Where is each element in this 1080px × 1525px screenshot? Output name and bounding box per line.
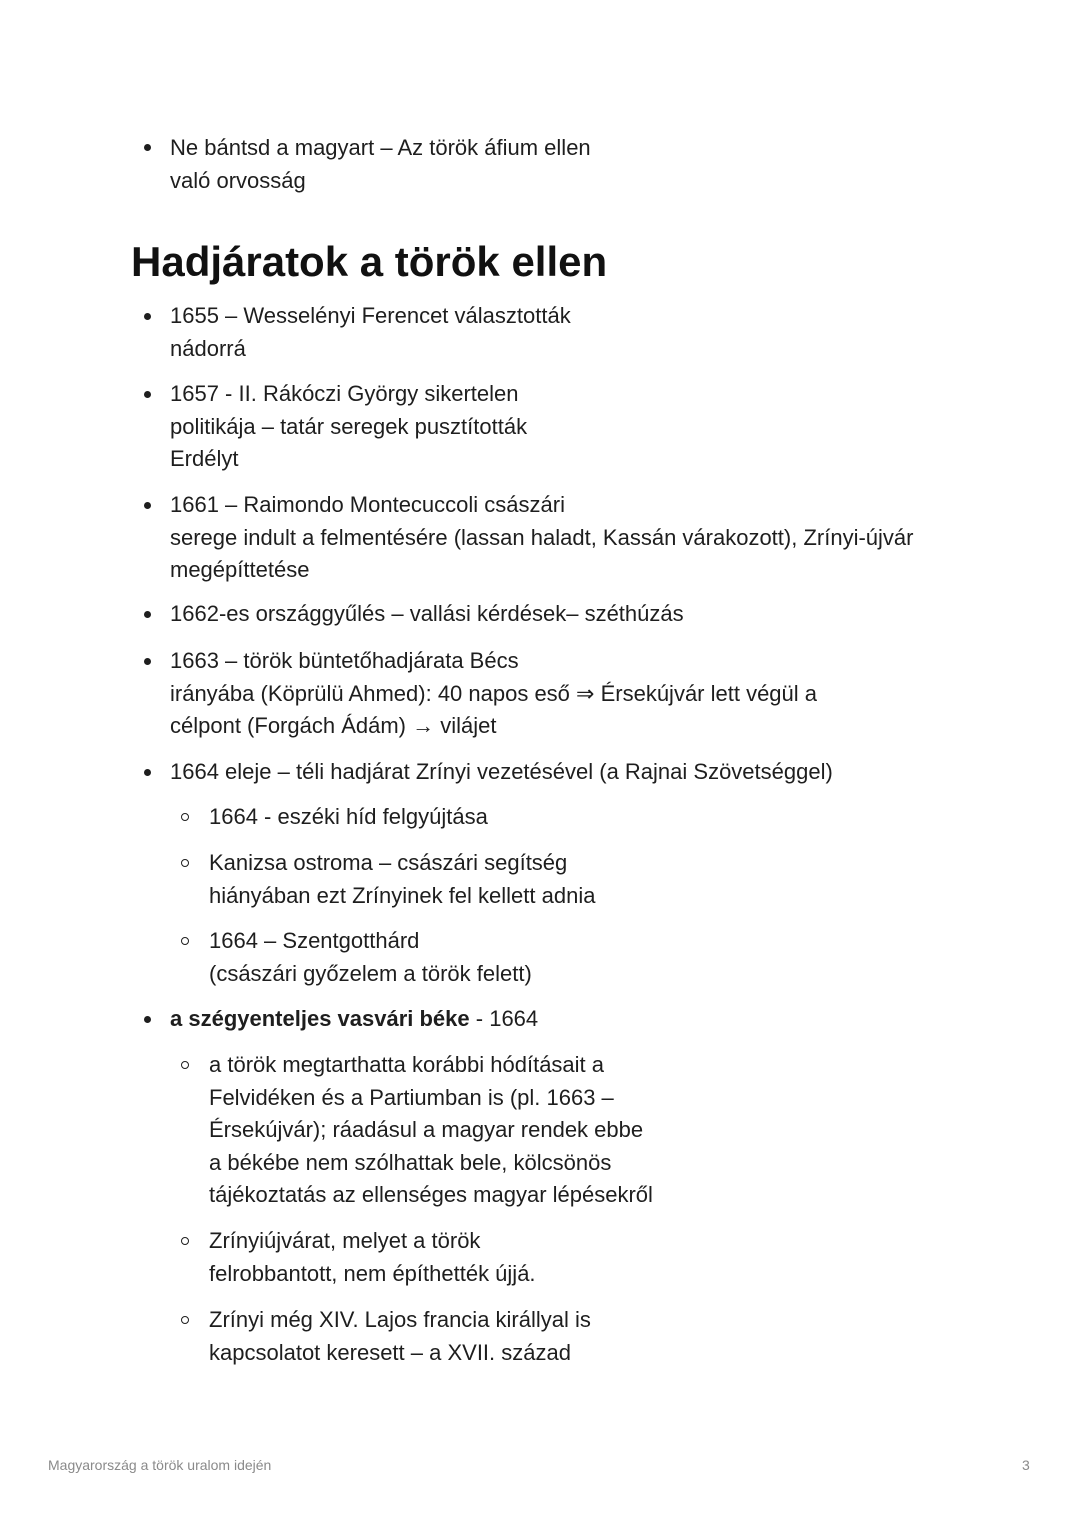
bullet-icon bbox=[144, 313, 151, 320]
list-item bbox=[170, 489, 913, 587]
list-item bbox=[170, 756, 833, 789]
list-item-line: való orvosság bbox=[170, 167, 306, 193]
sub-list-item-line: felrobbantott, nem építhették újjá. bbox=[209, 1260, 536, 1286]
list-item-line: 1657 - II. Rákóczi György sikertelen bbox=[170, 381, 519, 406]
circle-bullet-icon bbox=[181, 1316, 189, 1324]
list-item-line bbox=[170, 1003, 538, 1036]
bold-text: a szégyenteljes vasvári béke bbox=[170, 1006, 470, 1031]
sub-list-item bbox=[209, 801, 488, 834]
list-item-line: politikája – tatár seregek pusztították bbox=[170, 413, 528, 439]
sub-list-item-line: Felvidéken és a Partiumban is (pl. 1663 – bbox=[209, 1084, 614, 1110]
bullet-icon bbox=[144, 391, 151, 398]
circle-bullet-icon bbox=[181, 937, 189, 945]
sub-list-item-line: a török megtarthatta korábbi hódításait a bbox=[209, 1052, 605, 1077]
sub-list-item-line: 1664 - eszéki híd felgyújtása bbox=[209, 804, 488, 829]
sub-list-item-line: (császári győzelem a török felett) bbox=[209, 960, 532, 986]
list-item-line: 1661 – Raimondo Montecuccoli császári bbox=[170, 492, 565, 517]
circle-bullet-icon bbox=[181, 813, 189, 821]
circle-bullet-icon bbox=[181, 1061, 189, 1069]
sub-list-item-line: 1664 – Szentgotthárd bbox=[209, 928, 420, 953]
list-item-line: 1655 – Wesselényi Ferencet választották bbox=[170, 303, 571, 328]
sub-list-item-line: tájékoztatás az ellenséges magyar lépésekről bbox=[209, 1182, 653, 1207]
sub-list-item bbox=[209, 1304, 591, 1369]
section-heading: Hadjáratok a török ellen bbox=[131, 238, 608, 285]
list-item bbox=[170, 645, 817, 743]
list-item bbox=[170, 1003, 538, 1036]
footer-title: Magyarország a török uralom idején bbox=[48, 1457, 272, 1473]
page-number: 3 bbox=[1022, 1457, 1030, 1473]
list-item-line: 1662-es országgyűlés – vallási kérdések– széthúzás bbox=[170, 601, 684, 626]
list-item-line: irányába (Köprülü Ahmed): 40 napos eső ⇒ Érsekújvár lett végül a bbox=[170, 680, 818, 706]
sub-list-item-line: Kanizsa ostroma – császári segítség bbox=[209, 850, 568, 875]
list-item bbox=[170, 132, 591, 197]
list-item bbox=[170, 378, 527, 476]
sub-list-item-line: a békébe nem szólhattak bele, kölcsönös bbox=[209, 1149, 612, 1175]
sub-list-item-line: Érsekújvár); ráadásul a magyar rendek ebbe bbox=[209, 1117, 644, 1142]
list-item-line: Ne bántsd a magyart – Az török áfium ellen bbox=[170, 135, 591, 160]
list-item bbox=[170, 598, 684, 631]
list-item-line: 1663 – török büntetőhadjárata Bécs bbox=[170, 648, 519, 673]
bullet-icon bbox=[144, 144, 151, 151]
sub-list-item-line: kapcsolatot keresett – a XVII. század bbox=[209, 1339, 571, 1365]
list-item-line: megépíttetése bbox=[170, 557, 310, 582]
list-item bbox=[170, 300, 571, 365]
bullet-icon bbox=[144, 502, 151, 509]
sub-list-item bbox=[209, 1225, 536, 1290]
list-item-line: célpont (Forgách Ádám) → vilájet bbox=[170, 713, 497, 738]
list-item-line: nádorrá bbox=[170, 335, 246, 361]
list-item-line: serege indult a felmentésére (lassan haladt, Kassán várakozott), Zrínyi-újvár bbox=[170, 524, 914, 550]
circle-bullet-icon bbox=[181, 1237, 189, 1245]
sub-list-item bbox=[209, 1049, 653, 1212]
bullet-icon bbox=[144, 611, 151, 618]
list-item-line: Erdélyt bbox=[170, 446, 239, 471]
bullet-icon bbox=[144, 658, 151, 665]
sub-list-item-line: hiányában ezt Zrínyinek fel kellett adnia bbox=[209, 882, 596, 908]
sub-list-item bbox=[209, 925, 532, 990]
sub-list-item-line: Zrínyiújvárat, melyet a török bbox=[209, 1228, 481, 1253]
sub-list-item-line: Zrínyi még XIV. Lajos francia királlyal is bbox=[209, 1307, 591, 1332]
list-item-line: 1664 eleje – téli hadjárat Zrínyi vezetésével (a Rajnai Szövetséggel) bbox=[170, 759, 833, 784]
bullet-icon bbox=[144, 1016, 151, 1023]
circle-bullet-icon bbox=[181, 859, 189, 867]
sub-list-item bbox=[209, 847, 595, 912]
list-item-rest-text: - 1664 bbox=[469, 1006, 539, 1031]
bullet-icon bbox=[144, 769, 151, 776]
